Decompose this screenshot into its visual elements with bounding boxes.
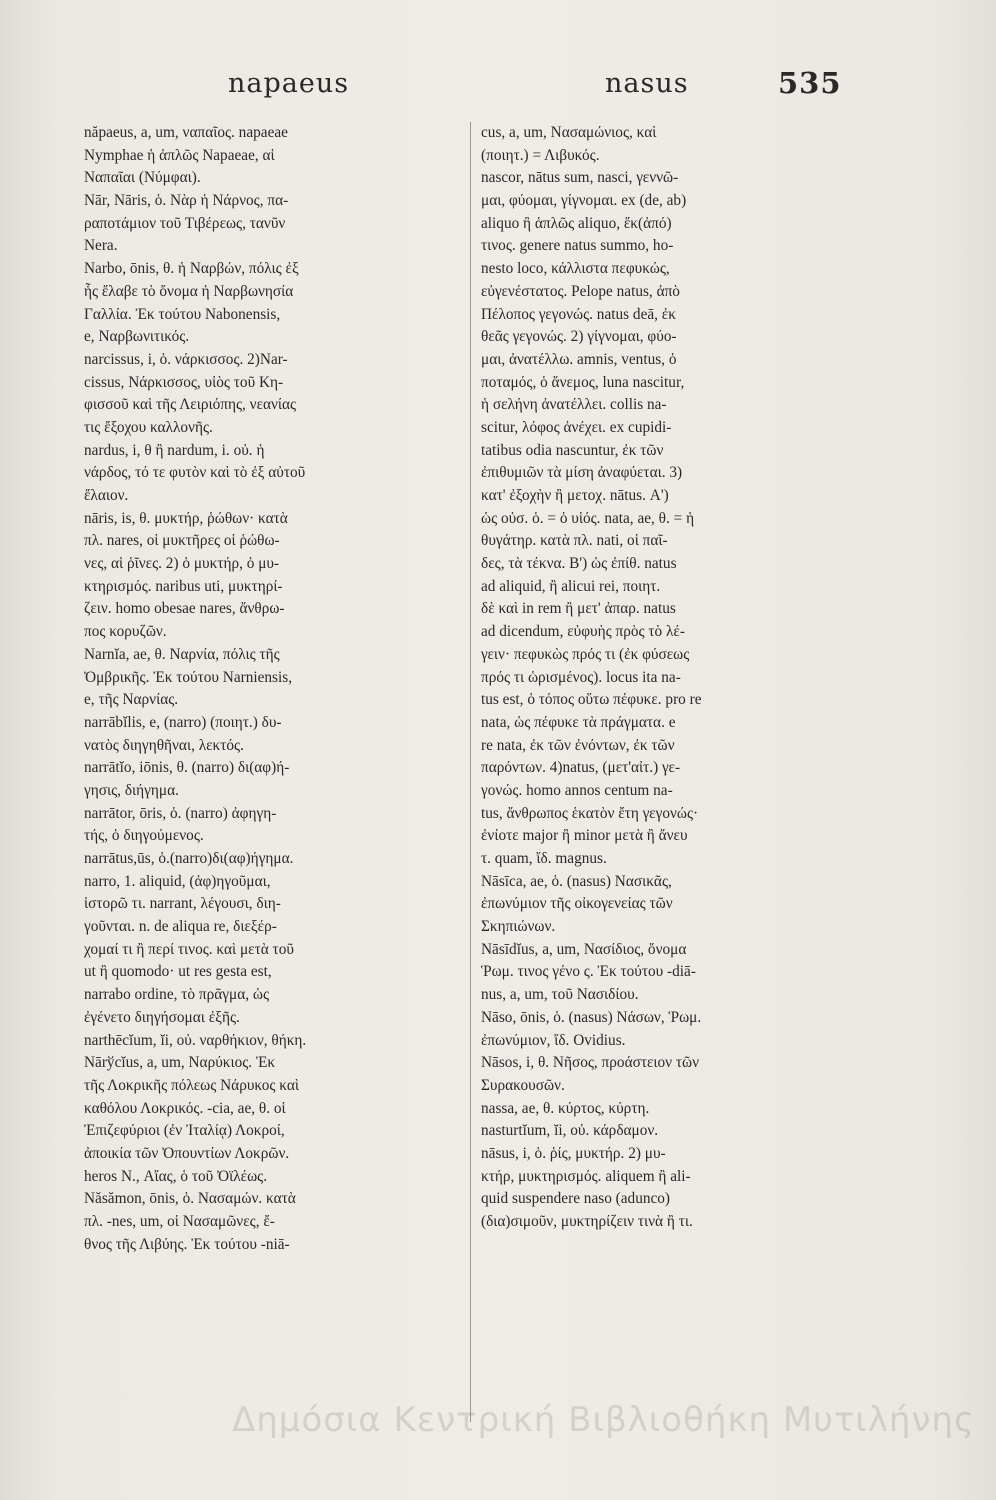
entry-line: πλ. -nes, um, οἱ Νασαμῶνες, ἔ-: [84, 1213, 275, 1230]
entry-line: ἐπιθυμιῶν τὰ μίση ἀναφύεται. 3): [481, 464, 683, 482]
entry-line: ἧς ἔλαβε τὸ ὄνομα ἡ Ναρβωνησία: [84, 282, 294, 300]
entry-line: νατὸς διηγηθῆναι, λεκτός.: [84, 736, 244, 754]
entry-line: nesto loco, κάλλιστα πεφυκώς,: [481, 260, 670, 278]
entry-line: παρόντων. 4)natus, (μετ'αἰτ.) γε-: [481, 759, 681, 777]
entry-line: Ῥωμ. τινος γένο ς. Ἐκ τούτου -diā-: [481, 963, 696, 981]
entry-line: τινος. genere natus summo, ho-: [481, 237, 674, 255]
entry-line: γησις, διήγημα.: [84, 781, 179, 799]
page-header: [0, 68, 996, 108]
entry-line: ζειν. homo obesae nares, ἄνθρω-: [84, 600, 285, 618]
entry-line: τής, ὁ διηγούμενος.: [84, 827, 204, 845]
entry-line: narrabo ordine, τὸ πρᾶγμα, ὡς: [84, 986, 270, 1004]
entry-line: narrātus,ūs, ὁ.(narro)δι(αφ)ήγημα.: [84, 850, 294, 867]
entry-line: ραποτάμιον τοῦ Τιβέρεως, τανῦν: [84, 214, 286, 232]
entry-line: Σκηπιώνων.: [481, 918, 556, 936]
entry-line: nāsus, i, ὁ. ῥίς, μυκτήρ. 2) μυ-: [481, 1144, 666, 1162]
entry-line: quid suspendere naso (adunco): [481, 1190, 671, 1208]
entry-line: Γαλλία. Ἐκ τούτου Nabonensis,: [84, 305, 281, 323]
entry-line: ἀποικία τῶν Ὀπουντίων Λοκρῶν.: [84, 1144, 290, 1162]
entry-line: Πέλοπος γεγονώς. natus deā, ἐκ: [481, 305, 676, 323]
entry-line: aliquo ἢ ἁπλῶς aliquo, ἔκ(ἀπό): [481, 214, 672, 232]
entry-line: tus est, ὁ τόπος οὕτω πέφυκε. pro re: [481, 691, 702, 709]
entry-line: Ἐπιζεφύριοι (ἐν Ἰταλίᾳ) Λοκροί,: [84, 1122, 285, 1140]
entry-line: θυγάτηρ. κατὰ πλ. nati, οἱ παῖ-: [481, 532, 668, 550]
entry-line: nardus, i, θ ἢ nardum, i. οὐ. ἡ: [84, 441, 265, 459]
entry-line: heros N., Αἴας, ὁ τοῦ Ὀϊλέως.: [84, 1167, 268, 1185]
entry-line: năpaeus, a, um, ναπαῖος. napaeae: [84, 124, 288, 141]
entry-line: εὐγενέστατος. Pelope natus, ἀπὸ: [481, 282, 680, 300]
entry-line: narrātĭo, iōnis, θ. (narro) δι(αφ)ή-: [84, 759, 290, 777]
entry-line: Nār, Nāris, ὁ. Νὰρ ἡ Νάρνος, πα-: [84, 192, 289, 210]
entry-line: Nāsīdĭus, a, um, Νασίδιος, ὄνομα: [481, 940, 687, 958]
entry-line: e, τῆς Ναρνίας.: [84, 691, 179, 709]
entry-line: nāris, is, θ. μυκτήρ, ῥώθων· κατὰ: [84, 509, 288, 527]
column-divider: [470, 122, 471, 1422]
entry-line: ὡς οὐσ. ὁ. = ὁ υἱός. nata, ae, θ. = ἡ: [481, 509, 695, 527]
entry-line: κτηρισμός. naribus uti, μυκτηρί-: [84, 577, 283, 595]
entry-line: Nera.: [84, 237, 118, 255]
entry-line: narro, 1. aliquid, (ἀφ)ηγοῦμαι,: [84, 872, 271, 890]
entry-line: tus, ἄνθρωπος ἑκατὸν ἔτη γεγονώς·: [481, 804, 699, 822]
entry-line: nus, a, um, τοῦ Νασιδίου.: [481, 986, 639, 1004]
entry-line: cus, a, um, Νασαμώνιος, καὶ: [481, 124, 657, 141]
entry-line: πρός τι ὡρισμένος). locus ita na-: [481, 668, 681, 686]
entry-line: γονώς. homo annos centum na-: [481, 781, 673, 799]
entry-line: πλ. nares, οἱ μυκτῆρες οἱ ῥώθω-: [84, 532, 280, 550]
entry-line: καθόλου Λοκρικός. -cia, ae, θ. οἱ: [84, 1099, 286, 1117]
entry-line: cissus, Νάρκισσος, υἱὸς τοῦ Κη-: [84, 373, 284, 391]
entry-line: e, Ναρβωνιτικός.: [84, 328, 190, 346]
entry-line: χομαί τι ἢ περί τινος. καὶ μετὰ τοῦ: [84, 940, 294, 958]
entry-line: ut ἢ quomodo· ut res gesta est,: [84, 963, 272, 981]
entry-line: δες, τὰ τέκνα. Β') ὡς ἐπίθ. natus: [481, 555, 677, 573]
entry-line: narrātor, ōris, ὁ. (narro) ἀφηγη-: [84, 804, 277, 822]
entry-line: κτήρ, μυκτηρισμός. aliquem ἢ ali-: [481, 1167, 691, 1185]
right-column: [481, 122, 853, 1234]
entry-line: κατ' ἐξοχὴν ἢ μετοχ. nātus. Α'): [481, 487, 669, 504]
entry-line: μαι, ἀνατέλλω. amnis, ventus, ὁ: [481, 350, 677, 368]
entry-line: θνος τῆς Λιβύης. Ἐκ τούτου -niā-: [84, 1235, 290, 1253]
entry-line: re nata, ἐκ τῶν ἐνόντων, ἐκ τῶν: [481, 736, 675, 754]
entry-line: Nāso, ōnis, ὁ. (nasus) Νάσων, Ῥωμ.: [481, 1008, 702, 1026]
entry-line: narcissus, i, ὁ. νάρκισσος. 2)Nar-: [84, 350, 288, 368]
entry-line: ἐνίοτε major ἢ minor μετὰ ἢ ἄνευ: [481, 827, 688, 845]
entry-line: nata, ὡς πέφυκε τὰ πράγματα. e: [481, 713, 676, 731]
entry-line: Ναπαῖαι (Νύμφαι).: [84, 169, 201, 187]
entry-line: ἐπωνύμιον τῆς οἰκογενείας τῶν: [481, 895, 673, 913]
entry-line: νες, αἱ ῥῖνες. 2) ὁ μυκτήρ, ὁ μυ-: [84, 555, 280, 573]
entry-line: γοῦνται. n. de aliqua re, διεξέρ-: [84, 918, 277, 936]
entry-line: narrābĭlis, e, (narro) (ποιητ.) δυ-: [84, 713, 282, 731]
library-watermark: Δημόσια Κεντρική Βιβλιοθήκη Μυτιλήνης: [232, 1400, 975, 1440]
entry-line: (δια)σιμοῦν, μυκτηρίζειν τινὰ ἢ τι.: [481, 1213, 693, 1230]
entry-line: scitur, λόφος ἀνέχει. ex cupidi-: [481, 418, 672, 436]
entry-line: ἡ σελήνη ἀνατέλλει. collis na-: [481, 396, 667, 414]
entry-line: ἐπωνύμιον, ἴδ. Ovidius.: [481, 1031, 626, 1049]
entry-line: narthēcĭum, ĭi, οὐ. ναρθήκιον, θήκη.: [84, 1031, 307, 1049]
entry-line: Nāsos, i, θ. Νῆσος, προάστειον τῶν: [481, 1054, 700, 1072]
entry-line: Συρακουσῶν.: [481, 1076, 565, 1094]
entry-line: ἱστορῶ τι. narrant, λέγουσι, διη-: [84, 895, 281, 913]
entry-line: nassa, ae, θ. κύρτος, κύρτη.: [481, 1099, 650, 1117]
entry-line: nascor, nātus sum, nasci, γεννῶ-: [481, 169, 679, 187]
entry-line: τις ἔξοχου καλλονῆς.: [84, 418, 213, 436]
entry-line: ἐγένετο διηγήσομαι ἐξῆς.: [84, 1008, 240, 1026]
entry-line: δὲ καὶ in rem ἢ μετ' ἀπαρ. natus: [481, 600, 676, 618]
entry-line: Năsămon, ōnis, ὁ. Νασαμών. κατὰ: [84, 1190, 296, 1208]
entry-line: ad dicendum, εὐφυὴς πρὸς τὸ λέ-: [481, 623, 685, 641]
entry-line: ad aliquid, ἢ alicui rei, ποιητ.: [481, 577, 661, 595]
entry-line: tatibus odia nascuntur, ἐκ τῶν: [481, 441, 664, 459]
entry-line: Ὀμβρικῆς. Ἐκ τούτου Narniensis,: [84, 668, 293, 686]
entry-line: Nymphae ἡ ἁπλῶς Napaeae, αἱ: [84, 146, 275, 164]
left-column: [84, 122, 458, 1256]
entry-line: φισσοῦ καὶ τῆς Λειριόπης, νεανίας: [84, 396, 297, 414]
entry-line: θεᾶς γεγονώς. 2) γίγνομαι, φύο-: [481, 328, 677, 346]
entry-line: ἔλαιον.: [84, 487, 129, 504]
left-running-headword: napaeus: [228, 68, 350, 99]
right-running-headword: nasus: [605, 68, 689, 99]
entry-line: ποταμός, ὁ ἄνεμος, luna nascitur,: [481, 373, 685, 391]
entry-line: μαι, φύομαι, γίγνομαι. ex (de, ab): [481, 192, 687, 210]
entry-line: Nārўcĭus, a, um, Ναρύκιος. Ἐκ: [84, 1054, 276, 1072]
entry-line: Narbo, ōnis, θ. ἡ Ναρβών, πόλις ἐξ: [84, 260, 299, 278]
entry-line: τῆς Λοκρικῆς πόλεως Νάρυκος καὶ: [84, 1076, 300, 1094]
entry-line: τ. quam, ἴδ. magnus.: [481, 850, 607, 867]
entry-line: Nāsīca, ae, ὁ. (nasus) Νασικᾶς,: [481, 872, 672, 890]
page-number: 535: [778, 66, 842, 100]
entry-line: νάρδος, τό τε φυτὸν καὶ τὸ ἐξ αὐτοῦ: [84, 464, 306, 482]
entry-line: nasturtĭum, ĭi, οὐ. κάρδαμον.: [481, 1122, 659, 1140]
entry-line: Narnĭa, ae, θ. Ναρνία, πόλις τῆς: [84, 645, 280, 663]
entry-line: (ποιητ.) = Λιβυκός.: [481, 146, 600, 164]
entry-line: πος κορυζῶν.: [84, 623, 167, 641]
entry-line: γειν· πεφυκὼς πρός τι (ἐκ φύσεως: [481, 645, 690, 663]
